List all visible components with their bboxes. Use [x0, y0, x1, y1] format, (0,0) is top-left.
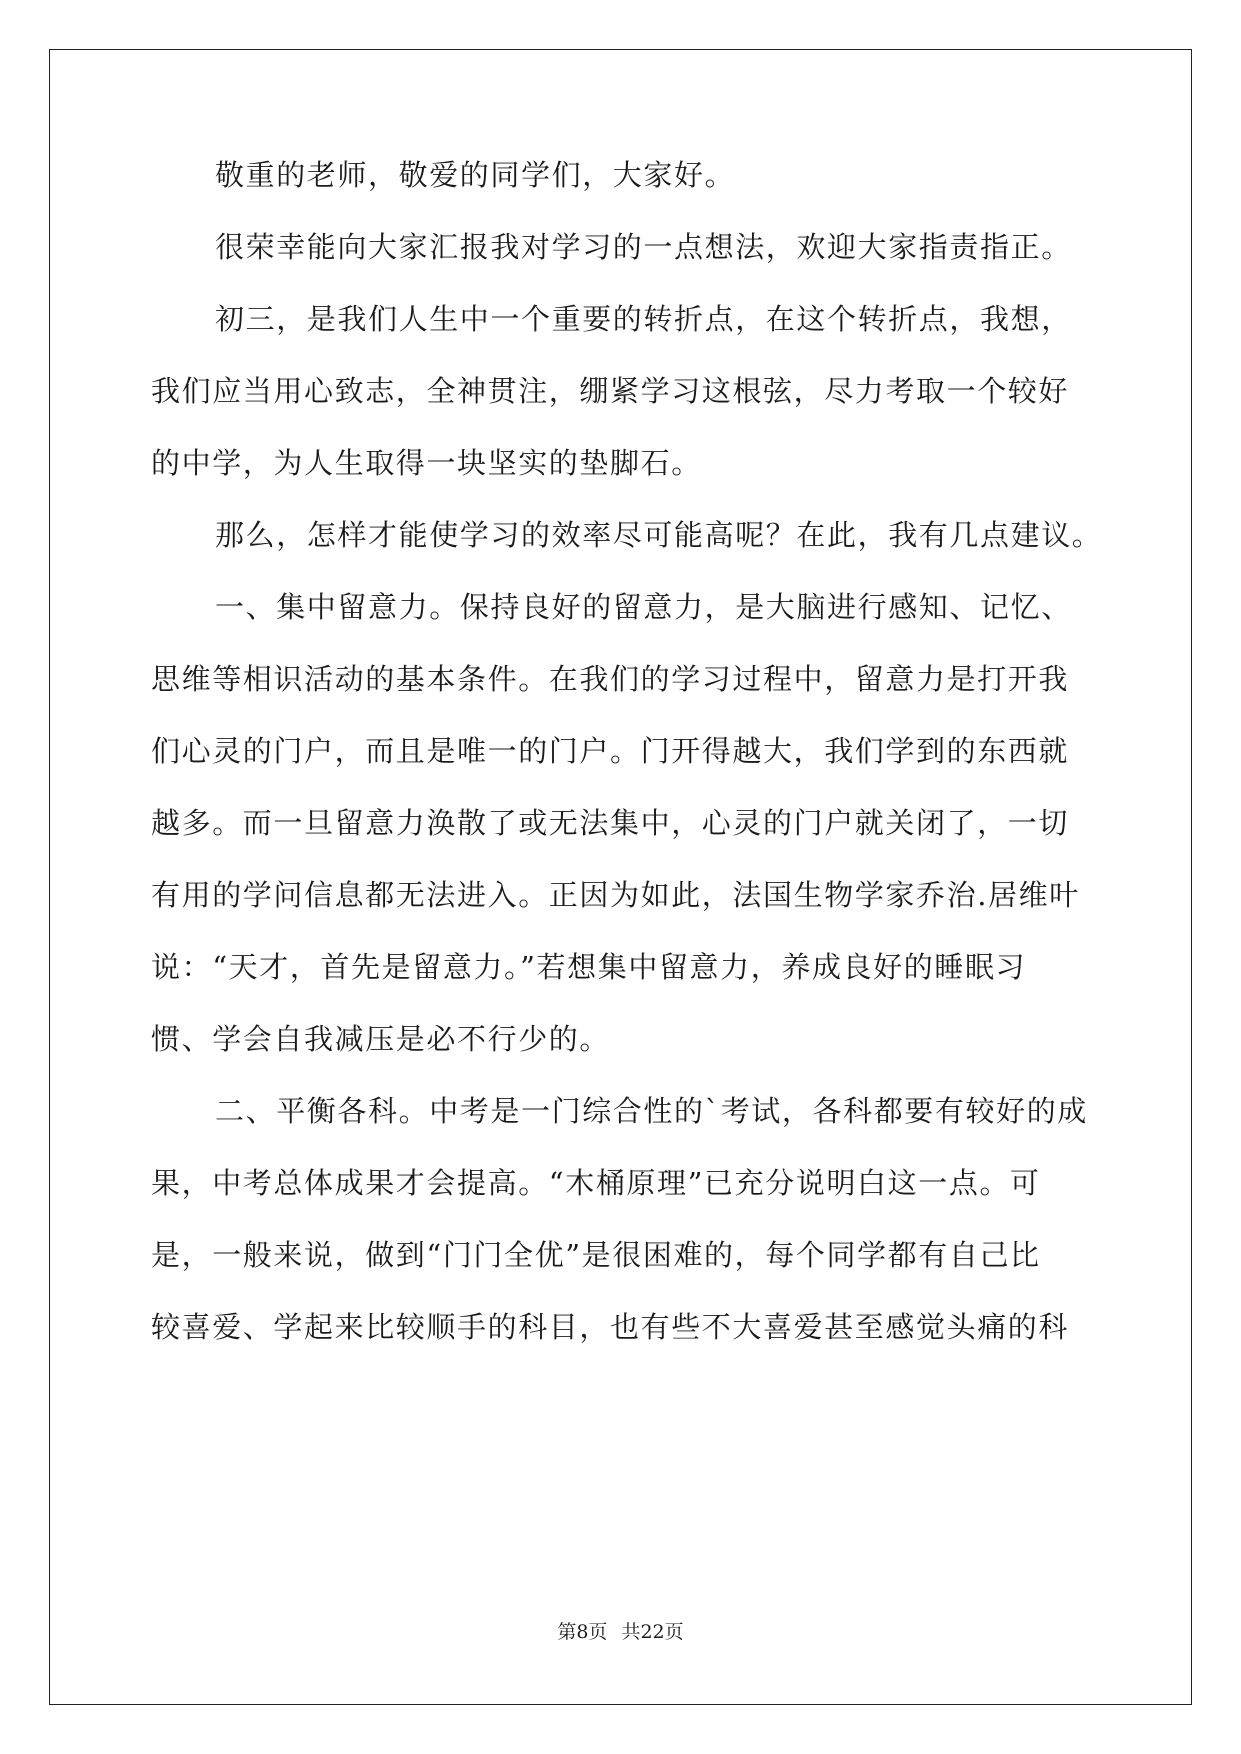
- current-page-number: 第8页: [557, 1621, 608, 1643]
- text-line: 那么，怎样才能使学习的效率尽可能高呢？在此，我有几点建议。: [215, 518, 1103, 552]
- text-line: 较喜爱、学起来比较顺手的科目，也有些不大喜爱甚至感觉头痛的科: [151, 1310, 1070, 1344]
- total-pages: 共22页: [621, 1621, 684, 1643]
- text-line: 们心灵的门户，而且是唯一的门户。门开得越大，我们学到的东西就: [151, 734, 1070, 768]
- text-line: 思维等相识活动的基本条件。在我们的学习过程中，留意力是打开我: [151, 662, 1070, 696]
- text-line: 的中学，为人生取得一块坚实的垫脚石。: [151, 446, 702, 480]
- text-line: 我们应当用心致志，全神贯注，绷紧学习这根弦，尽力考取一个较好: [151, 374, 1070, 408]
- text-line: 说：“天才，首先是留意力。”若想集中留意力，养成良好的睡眠习: [151, 950, 1027, 984]
- text-line: 初三，是我们人生中一个重要的转折点，在这个转折点，我想，: [215, 302, 1072, 336]
- text-line: 二、平衡各科。中考是一门综合性的`考试，各科都要有较好的成: [215, 1094, 1088, 1128]
- text-line: 很荣幸能向大家汇报我对学习的一点想法，欢迎大家指责指正。: [215, 230, 1072, 264]
- text-line: 有用的学问信息都无法进入。正因为如此，法国生物学家乔治.居维叶: [151, 878, 1080, 912]
- text-line: 是，一般来说，做到“门门全优”是很困难的，每个同学都有自己比: [151, 1238, 1041, 1272]
- page-footer: [0, 1617, 1241, 1644]
- text-line: 果，中考总体成果才会提高。“木桶原理”已充分说明白这一点。可: [151, 1166, 1041, 1200]
- text-line: 越多。而一旦留意力涣散了或无法集中，心灵的门户就关闭了，一切: [151, 806, 1070, 840]
- text-line: 一、集中留意力。保持良好的留意力，是大脑进行感知、记忆、: [215, 590, 1072, 624]
- text-line: 敬重的老师，敬爱的同学们，大家好。: [215, 158, 736, 192]
- text-line: 惯、学会自我减压是必不行少的。: [151, 1022, 611, 1056]
